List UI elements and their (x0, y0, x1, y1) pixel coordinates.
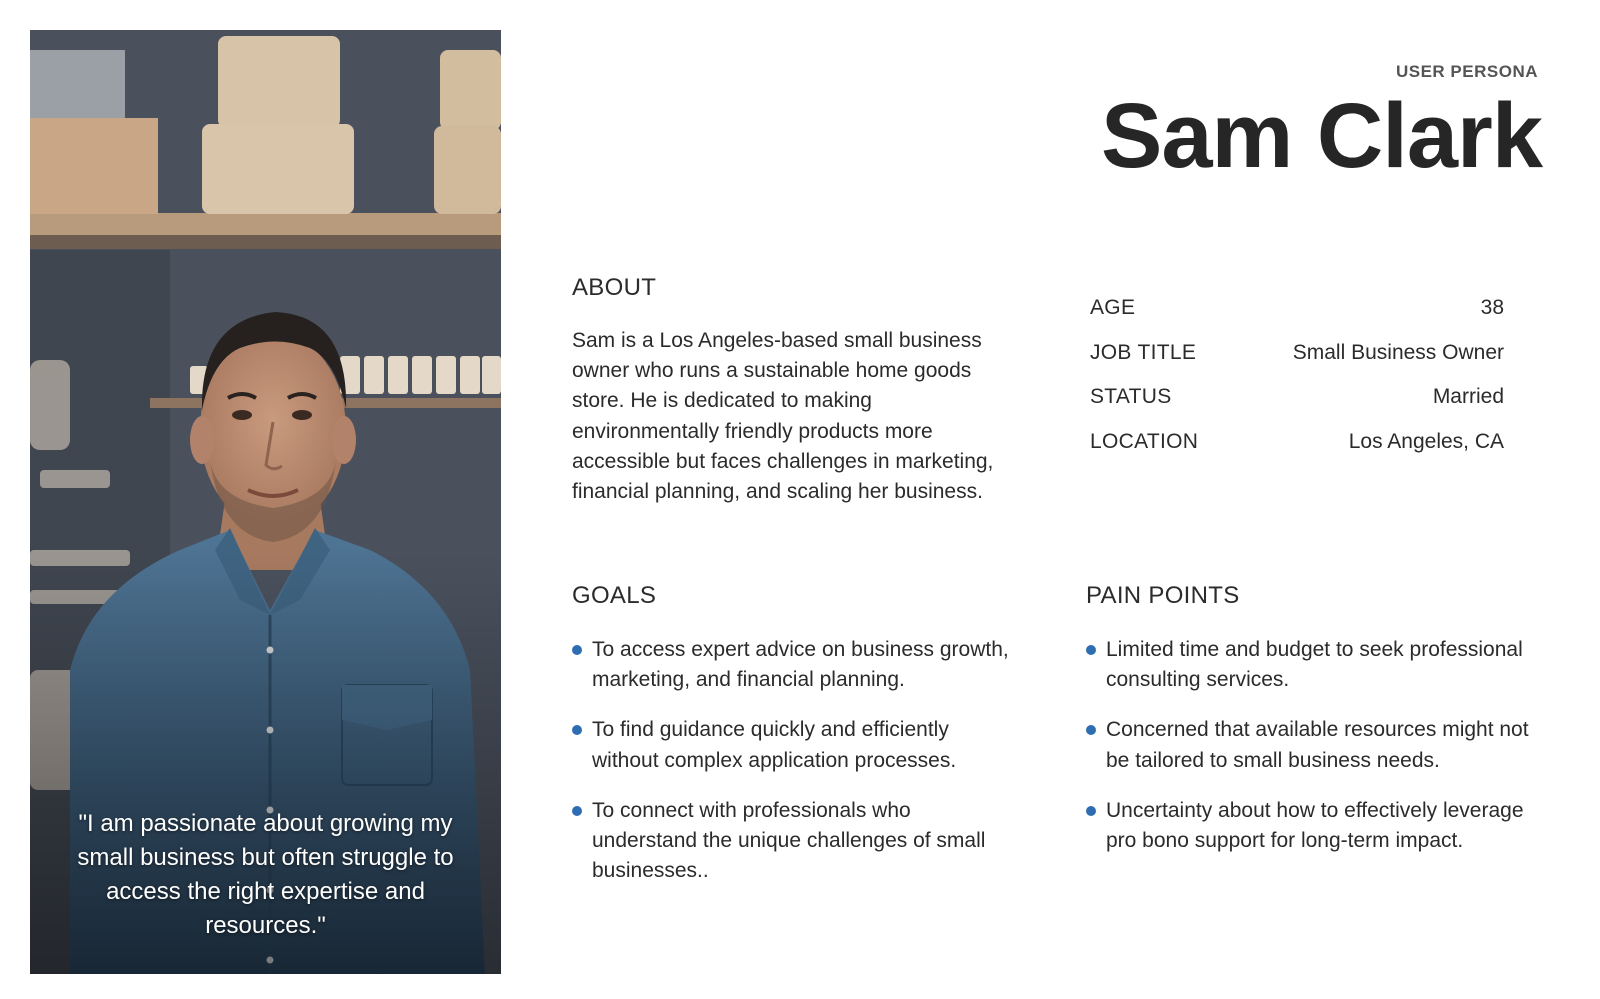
goal-text: To access expert advice on business growth, marketing, and financial planning. (592, 638, 1009, 692)
fact-value: Married (1432, 385, 1504, 408)
persona-name: Sam Clark (1100, 85, 1542, 187)
pain-point-text: Uncertainty about how to effectively leverage pro bono support for long-term impact. (1106, 798, 1524, 853)
goal-item (572, 715, 1020, 775)
persona-eyebrow: USER PERSONA (1395, 62, 1538, 81)
goal-text: To connect with professionals who understand the unique challenges of small businesses.. (592, 798, 986, 883)
fact-value: Los Angeles, CA (1348, 429, 1504, 453)
fact-row-age (1090, 296, 1504, 341)
goal-item (572, 796, 1020, 887)
pain-point-item (1086, 796, 1534, 856)
goal-text: To find guidance quickly and efficiently without complex application processes. (592, 718, 957, 772)
bullet-dot-icon (572, 725, 582, 735)
fact-row-job-title (1090, 341, 1504, 386)
pain-point-text: Concerned that available resources might not be tailored to small business needs. (1106, 718, 1529, 772)
goals-heading: GOALS (572, 582, 657, 609)
bullet-dot-icon (1086, 725, 1096, 735)
bullet-dot-icon (572, 806, 582, 816)
persona-facts (1090, 296, 1504, 474)
persona-quote: "I am passionate about growing my small business but often struggle to access the right expertise and resources." (77, 810, 454, 939)
fact-value: Small Business Owner (1292, 340, 1504, 364)
about-text: Sam is a Los Angeles-based small business owner who runs a sustainable home goods store. He is dedicated to making environmentally friendly products more accessible but faces challenges in marketing, financial planning, and scaling her business. (572, 329, 994, 504)
bullet-dot-icon (572, 645, 582, 655)
pain-points-list (1086, 635, 1534, 876)
fact-value: 38 (1480, 296, 1504, 319)
fact-label: JOB TITLE (1090, 340, 1197, 364)
fact-label: LOCATION (1090, 429, 1199, 453)
bullet-dot-icon (1086, 806, 1096, 816)
pain-point-item (1086, 715, 1534, 775)
fact-label: AGE (1090, 296, 1136, 319)
fact-row-status (1090, 385, 1504, 430)
fact-label: STATUS (1090, 385, 1172, 408)
about-heading: ABOUT (572, 274, 657, 301)
bullet-dot-icon (1086, 645, 1096, 655)
fact-row-location (1090, 430, 1504, 475)
pain-point-text: Limited time and budget to seek professional consulting services. (1106, 638, 1523, 692)
goals-list (572, 635, 1020, 906)
pain-points-heading: PAIN POINTS (1086, 582, 1240, 609)
persona-photo (30, 30, 501, 974)
pain-point-item (1086, 635, 1534, 695)
goal-item (572, 635, 1020, 695)
